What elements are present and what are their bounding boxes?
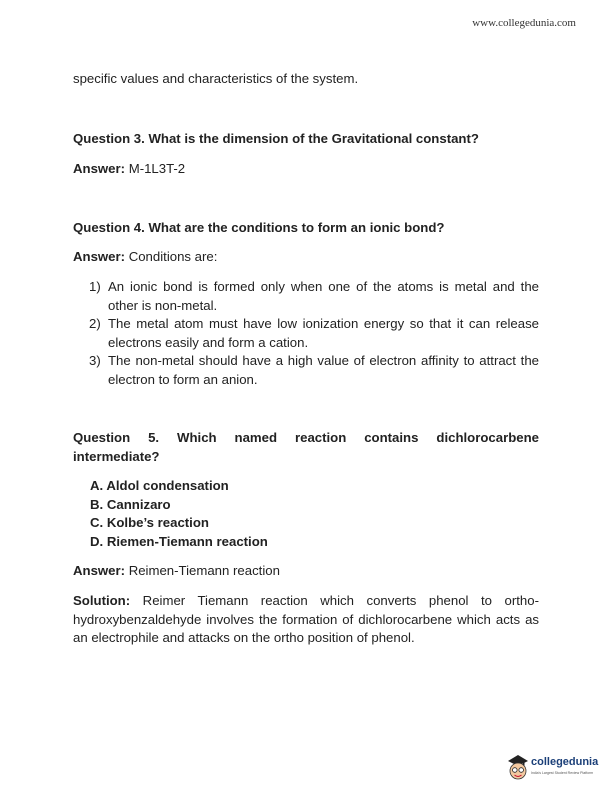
- answer-text: Reimen-Tiemann reaction: [128, 563, 280, 578]
- solution-label: Solution:: [73, 593, 131, 608]
- answer-text: M-1L3T-2: [128, 161, 186, 176]
- conditions-list: [89, 278, 539, 389]
- question-4-heading: Question 4. What are the conditions to form an ionic bond?: [73, 220, 445, 235]
- question-5-answer: [73, 562, 539, 581]
- answer-label: Answer:: [73, 161, 126, 176]
- list-item-text: The non-metal should have a high value of electron affinity to attract the electron to form an anion.: [108, 353, 539, 387]
- mascot-icon: [506, 752, 530, 782]
- intro-text: specific values and characteristics of the system.: [73, 71, 359, 86]
- list-item: [89, 315, 539, 352]
- answer-text: Conditions are:: [128, 249, 218, 264]
- answer-label: Answer:: [73, 249, 126, 264]
- option-d: D. Riemen-Tiemann reaction: [90, 534, 268, 550]
- list-item-number: 3): [89, 353, 101, 368]
- options-list: [90, 477, 268, 552]
- solution-text: Reimer Tiemann reaction which converts phenol to ortho-hydroxybenzaldehyde involves the formation of dichlorocarbene which acts as an electrophile and attacks on the ortho position of phenol.: [73, 593, 539, 645]
- logo-tagline: India's Largest Student Review Platform: [531, 771, 594, 775]
- question-3-heading: Question 3. What is the dimension of the Gravitational constant?: [73, 131, 479, 146]
- list-item-text: An ionic bond is formed only when one of the atoms is metal and the other is non-metal.: [108, 279, 539, 313]
- answer-label: Answer:: [73, 563, 126, 578]
- question-3-answer: [73, 160, 539, 179]
- list-item-number: 2): [89, 316, 101, 331]
- list-item: [89, 278, 539, 315]
- question-5-solution: [73, 592, 539, 648]
- list-item-text: The metal atom must have low ionization energy so that it can release electrons easily and form a cation.: [108, 316, 539, 350]
- option-a: A. Aldol condensation: [90, 478, 229, 493]
- option-b: B. Cannizaro: [90, 496, 171, 512]
- option-c: C. Kolbe’s reaction: [90, 515, 209, 531]
- logo-wordmark: collegedunia: [531, 756, 599, 768]
- collegedunia-logo: [506, 752, 598, 784]
- list-item: [89, 352, 539, 389]
- list-item-number: 1): [89, 279, 101, 294]
- question-4-answer: [73, 248, 539, 267]
- question-5-heading: Question 5. Which named reaction contains dichlorocarbene intermediate?: [73, 430, 539, 464]
- site-url[interactable]: www.collegedunia.com: [472, 17, 576, 29]
